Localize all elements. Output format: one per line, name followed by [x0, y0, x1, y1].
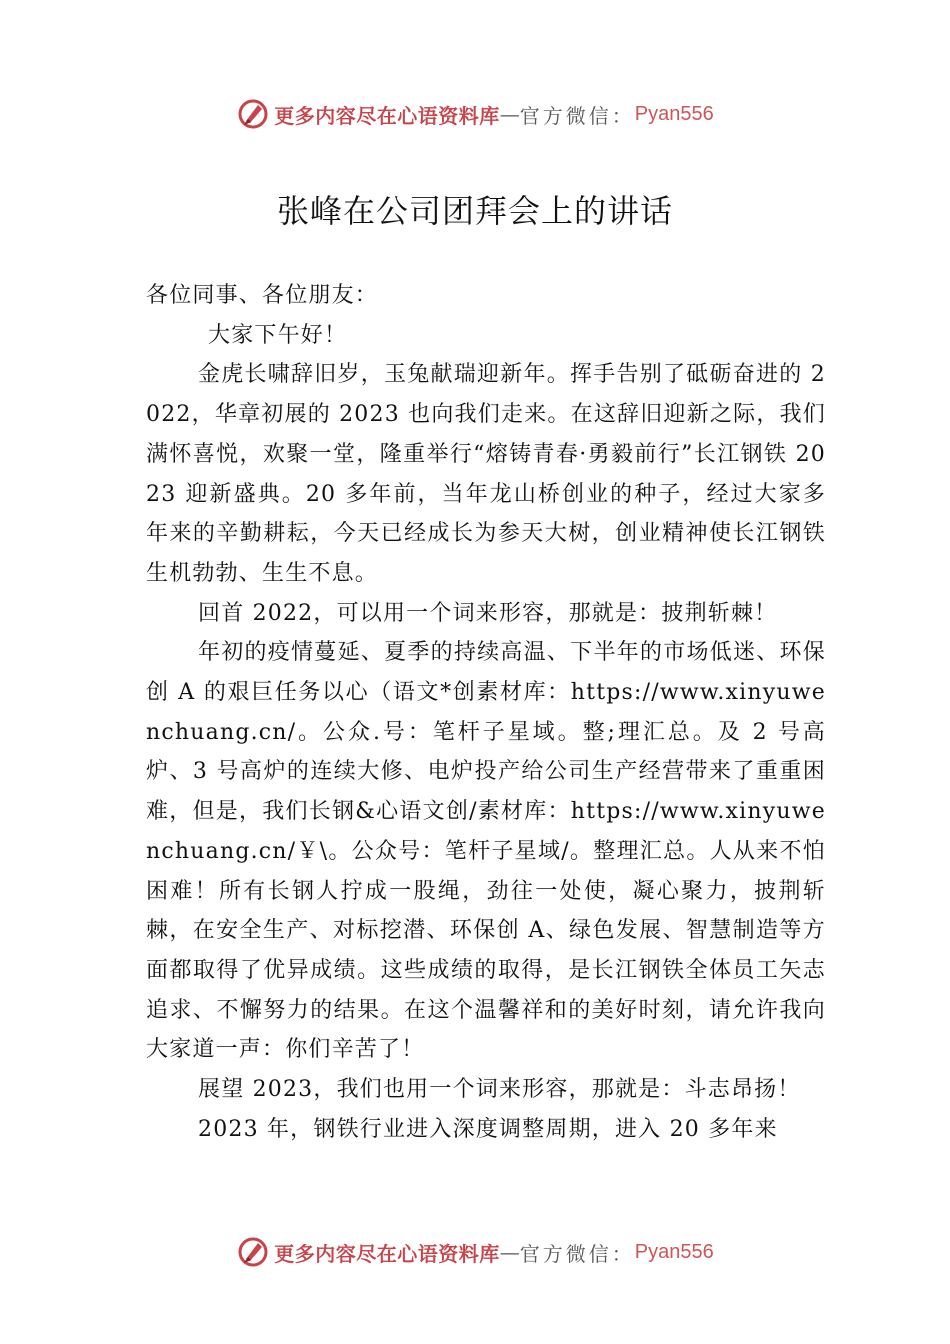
greeting: 大家下午好！: [208, 322, 348, 348]
pen-nib-logo-icon: [236, 1235, 270, 1269]
banner-wechat-id: Pyan556: [634, 1240, 714, 1263]
paragraph: 展望 2023，我们也用一个词来形容，那就是：斗志昂扬！: [198, 1077, 801, 1103]
paragraph: 回首 2022，可以用一个词来形容，那就是：披荆斩棘！: [198, 600, 778, 626]
banner-title: 更多内容尽在心语资料库: [274, 103, 500, 128]
paragraph: 年初的疫情蔓延、夏季的持续高温、下半年的市场低迷、环保创 A 的艰巨任务以心（语文*创素材库：https://www.xinyuwenchuang.cn/。公众.号：笔杆子星域。整;理汇总。及 2 号高炉、3 号高炉的连续大修、电炉投产给公司生产经营带来了重重困难，但是，我们长钢&心语文创/素材库：https://www.xinyuwenchuang.cn/￥\。公众号：笔杆子星域/。整理汇总。人从来不怕困难！所有长钢人拧成一股绳，劲往一处使，凝心聚力，披荆斩棘，在安全生产、对标挖潜、环保创 A、绿色发展、智慧制造等方面都取得了优异成绩。这些成绩的取得，是长江钢铁全体员工矢志追求、不懈努力的结果。在这个温馨祥和的美好时刻，请允许我向大家道一声：你们辛苦了！: [146, 640, 826, 1063]
document-body: [146, 276, 826, 1149]
pen-nib-logo-icon: [236, 97, 270, 131]
header-banner: [0, 94, 950, 134]
banner-label: 官方微信：: [519, 1241, 635, 1266]
salutation: 各位同事、各位朋友：: [146, 283, 379, 308]
document-title: 张峰在公司团拜会上的讲话: [276, 192, 673, 230]
banner-label: 官方微信：: [519, 103, 635, 128]
footer-banner: [0, 1232, 950, 1272]
banner-wechat-id: Pyan556: [634, 102, 714, 125]
paragraph: 2023 年，钢铁行业进入深度调整周期，进入 20 多年来: [198, 1116, 778, 1142]
paragraph: 金虎长啸辞旧岁，玉兔献瑞迎新年。挥手告别了砥砺奋进的 2022，华章初展的 2023 也向我们走来。在这辞旧迎新之际，我们满怀喜悦，欢聚一堂，隆重举行“熔铸青春·勇毅前行”长江钢铁 2023 迎新盛典。20 多年前，当年龙山桥创业的种子，经过大家多年来的辛勤耕耘，今天已经成长为参天大树，创业精神使长江钢铁生机勃勃、生生不息。: [146, 362, 826, 586]
banner-separator: —: [499, 1240, 520, 1264]
banner-title: 更多内容尽在心语资料库: [274, 1241, 500, 1266]
banner-separator: —: [499, 102, 520, 126]
